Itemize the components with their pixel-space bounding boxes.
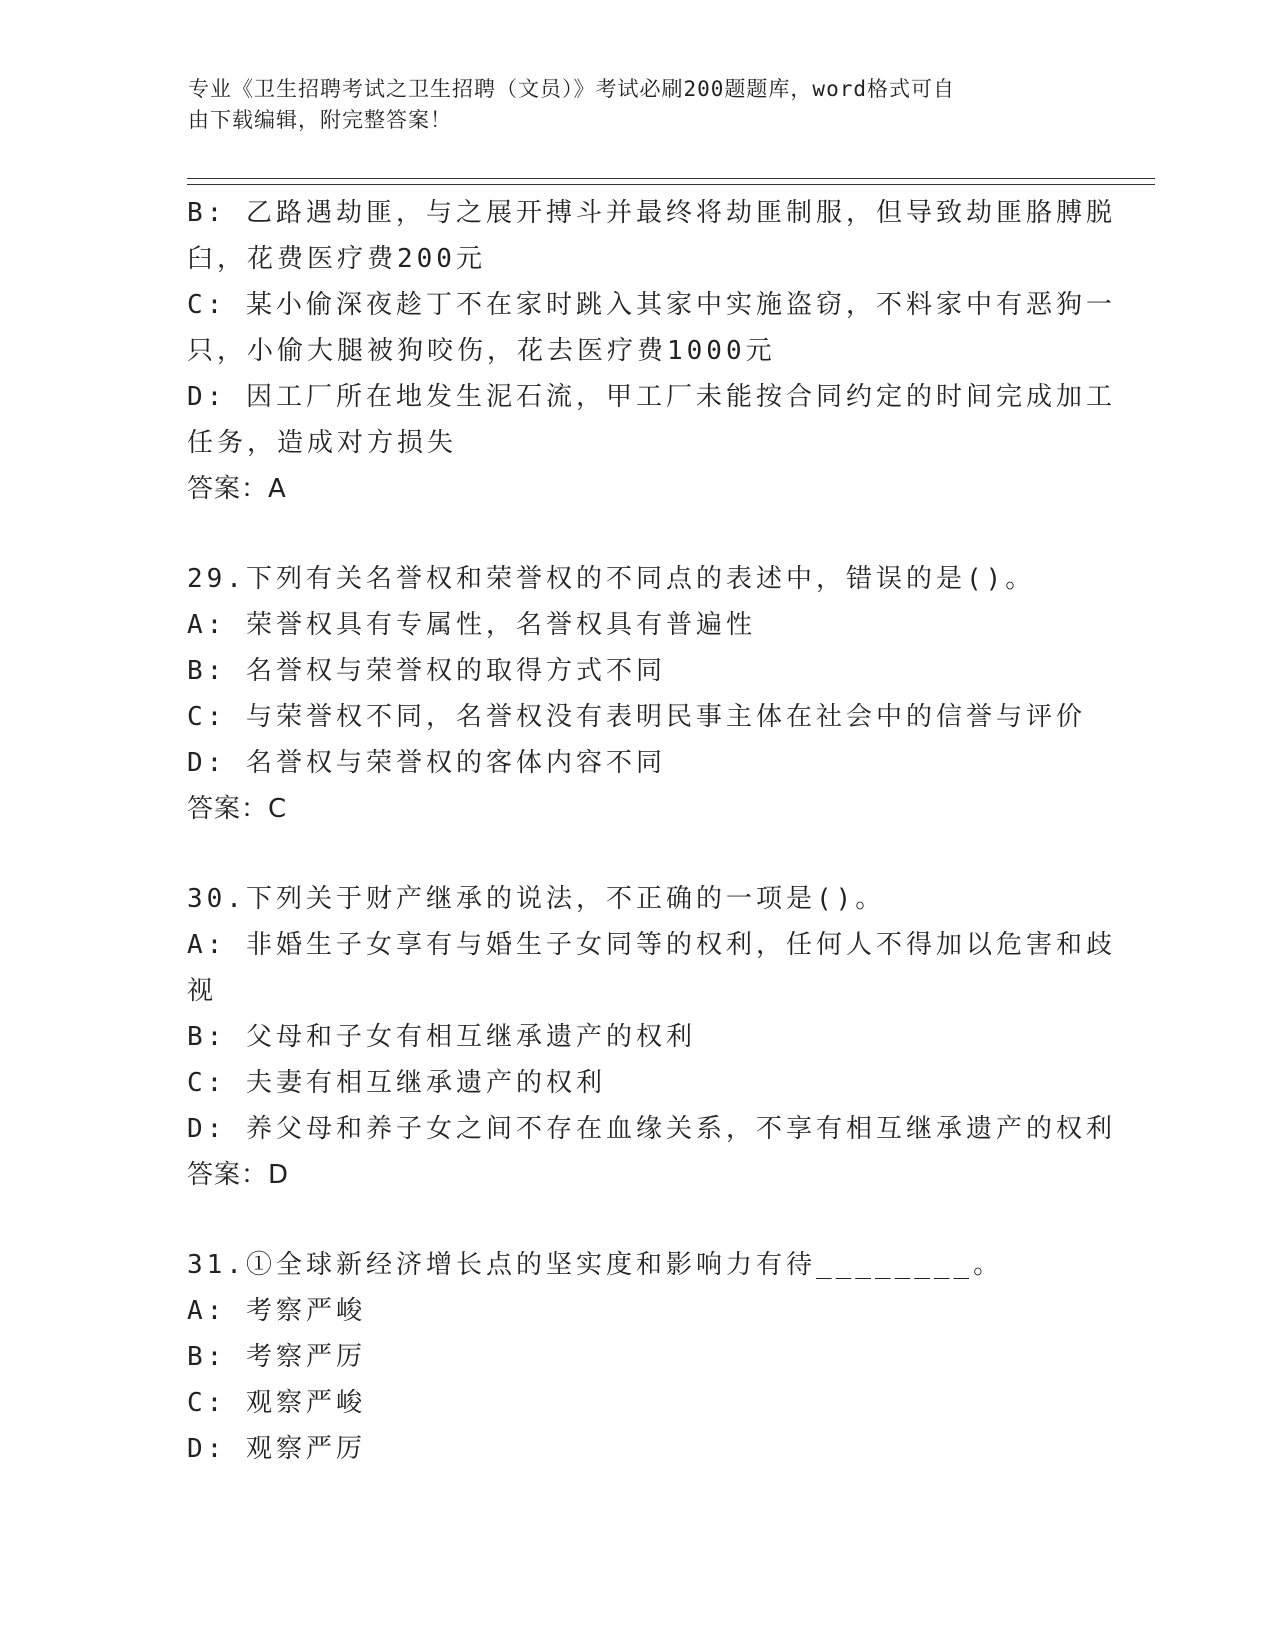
option-a: A: 荣誉权具有专属性，名誉权具有普遍性 — [187, 610, 756, 640]
answer-line: 答案：C — [187, 794, 288, 824]
question-29-block — [187, 556, 1087, 832]
header-rule-top — [187, 178, 1155, 179]
option-d: D: 观察严厉 — [187, 1434, 366, 1464]
answer-line: 答案：D — [187, 1160, 290, 1190]
spacer — [187, 832, 1087, 876]
option-c: C: 夫妻有相互继承遗产的权利 — [187, 1068, 606, 1098]
document-header — [188, 74, 1088, 136]
option-c-line-2: 只，小偷大腿被狗咬伤，花去医疗费1000元 — [187, 336, 776, 366]
option-b: B: 父母和子女有相互继承遗产的权利 — [187, 1022, 696, 1052]
option-a-line-1: A: 非婚生子女享有与婚生子女同等的权利，任何人不得加以危害和歧 — [187, 930, 1116, 960]
option-c: C: 观察严峻 — [187, 1388, 366, 1418]
question-stem: 29.下列有关名誉权和荣誉权的不同点的表述中，错误的是()。 — [187, 564, 1036, 594]
question-stem: 30.下列关于财产继承的说法，不正确的一项是()。 — [187, 884, 886, 914]
option-d: D: 名誉权与荣誉权的客体内容不同 — [187, 748, 666, 778]
question-30-block — [187, 876, 1116, 1198]
option-d: D: 养父母和养子女之间不存在血缘关系，不享有相互继承遗产的权利 — [187, 1114, 1116, 1144]
option-a-line-2: 视 — [187, 976, 218, 1006]
option-d-line-2: 任务，造成对方损失 — [187, 428, 458, 458]
option-b: B: 名誉权与荣誉权的取得方式不同 — [187, 656, 666, 686]
question-31-block — [187, 1242, 1087, 1472]
option-d-line-1: D: 因工厂所在地发生泥石流，甲工厂未能按合同约定的时间完成加工 — [187, 382, 1116, 412]
header-line-1: 专业《卫生招聘考试之卫生招聘（文员）》考试必刷200题题库，word格式可自 — [188, 77, 955, 101]
spacer — [187, 512, 1087, 556]
option-b: B: 考察严厉 — [187, 1342, 366, 1372]
option-b-line-1: B: 乙路遇劫匪，与之展开搏斗并最终将劫匪制服，但导致劫匪胳膊脱 — [187, 198, 1116, 228]
header-line-2: 由下载编辑，附完整答案！ — [188, 108, 452, 132]
spacer — [187, 1198, 1087, 1242]
answer-line: 答案：A — [187, 474, 287, 504]
header-rule-bottom — [187, 184, 1155, 185]
option-c-line-1: C: 某小偷深夜趁丁不在家时跳入其家中实施盗窃，不料家中有恶狗一 — [187, 290, 1116, 320]
question-28-block — [187, 190, 1116, 512]
question-stem: 31.①全球新经济增长点的坚实度和影响力有待________。 — [187, 1250, 1004, 1280]
option-b-line-2: 臼，花费医疗费200元 — [187, 244, 486, 274]
option-a: A: 考察严峻 — [187, 1296, 366, 1326]
option-c: C: 与荣誉权不同，名誉权没有表明民事主体在社会中的信誉与评价 — [187, 702, 1086, 732]
question-list — [187, 190, 1116, 1472]
